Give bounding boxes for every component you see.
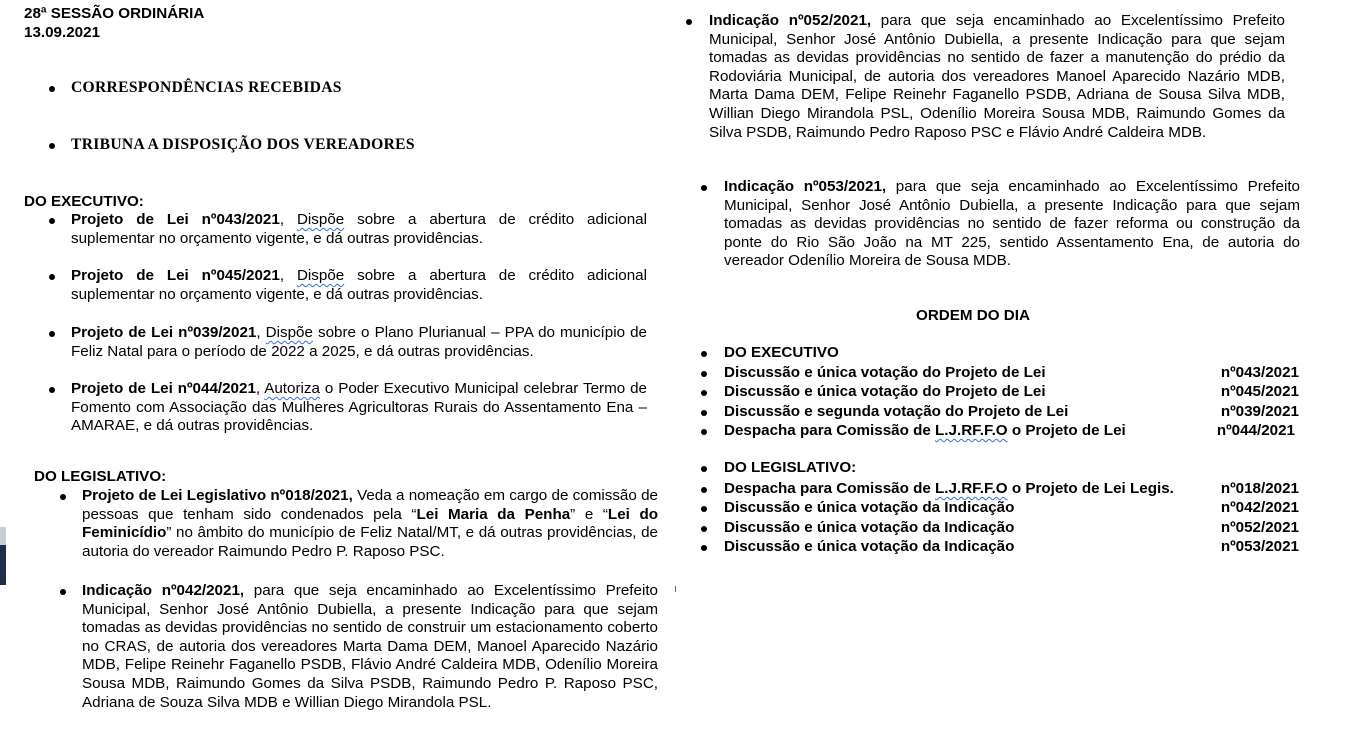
bullet-icon (701, 351, 707, 357)
bullet-icon (701, 410, 707, 416)
executivo-item-045: Projeto de Lei nº045/2021, Dispõe sobre a abertura de crédito adicional suplementar no orçamento vigente, e dá outras providências. (71, 267, 647, 303)
ordem-row-039: Discussão e segunda votação do Projeto de Lei nº039/2021 (724, 403, 1299, 420)
bullet-icon (49, 143, 55, 149)
ordem-row-018: Despacha para Comissão de L.J.RF.F.O o Projeto de Lei Legis. nº018/2021 (724, 480, 1299, 497)
executivo-item-039: Projeto de Lei nº039/2021, Dispõe sobre o Plano Plurianual – PPA do município de Feliz Natal para o período de 2022 a 2025, e dá outras providências. (71, 324, 647, 360)
bullet-icon (49, 274, 55, 280)
bullet-icon (49, 86, 55, 92)
left-edge-strip-light (0, 527, 6, 545)
bullet-icon (701, 526, 707, 532)
bullet-icon (701, 390, 707, 396)
ordem-row-043: Discussão e única votação do Projeto de Lei nº043/2021 (724, 364, 1299, 381)
bullet-icon (701, 371, 707, 377)
column-divider-mark (675, 586, 676, 592)
ordem-section-executivo: DO EXECUTIVO (724, 344, 839, 361)
ordem-row-044: Despacha para Comissão de L.J.RF.F.O o Projeto de Lei nº044/2021 (724, 422, 1295, 439)
bullet-icon (686, 19, 692, 25)
item-tribuna: TRIBUNA A DISPOSIÇÃO DOS VEREADORES (71, 136, 415, 153)
section-do-executivo: DO EXECUTIVO: (24, 193, 144, 210)
bullet-icon (701, 466, 707, 472)
session-title: 28ª SESSÃO ORDINÁRIA (24, 5, 205, 22)
bullet-icon (701, 545, 707, 551)
executivo-item-044: Projeto de Lei nº044/2021, Autoriza o Poder Executivo Municipal celebrar Termo de Fomento com Associação das Mulheres Agricultoras Rurais do Assentamento Ena – AMARAE, e dá outras providências. (71, 380, 647, 435)
ordem-row-053: Discussão e única votação da Indicação nº053/2021 (724, 538, 1299, 555)
bullet-icon (701, 185, 707, 191)
bullet-icon (701, 429, 707, 435)
session-date: 13.09.2021 (24, 24, 101, 41)
ordem-row-042: Discussão e única votação da Indicação nº042/2021 (724, 499, 1299, 516)
bullet-icon (701, 487, 707, 493)
bullet-icon (60, 589, 66, 595)
legislativo-item-018: Projeto de Lei Legislativo nº018/2021, Veda a nomeação em cargo de comissão de pessoas que tenham sido condenados pela “Lei Maria da Penha” e “Lei do Feminicídio” no âmbito do município de Feliz Natal/MT, e dá outras providências, de autoria do vereador Raimundo Pedro P. Raposo PSC. (82, 487, 659, 560)
section-do-legislativo: DO LEGISLATIVO: (34, 468, 167, 485)
bullet-icon (49, 331, 55, 337)
ordem-section-legislativo: DO LEGISLATIVO: (724, 459, 857, 476)
ordem-row-045: Discussão e única votação do Projeto de Lei nº045/2021 (724, 383, 1299, 400)
indicacao-item-053: Indicação nº053/2021, para que seja encaminhado ao Excelentíssimo Prefeito Municipal, Senhor José Antônio Dubiella, a presente Indicação para que sejam tomadas as devidas providências no sentido de fazer reforma ou construção da ponte do Rio São João na MT 225, sentido Assentamento Ena, de autoria do vereador Odenílio Moreira de Sousa MDB. (724, 178, 1300, 270)
bullet-icon (49, 387, 55, 393)
ordem-do-dia-title: ORDEM DO DIA (916, 307, 1030, 324)
legislativo-item-042: Indicação nº042/2021, para que seja encaminhado ao Excelentíssimo Prefeito Municipal, Senhor José Antônio Dubiella, a presente Indicação para que sejam tomadas as devidas providências no sentido de construir um estacionamento coberto no CRAS, de autoria dos vereadores Marta Dama DEM, Manoel Aparecido Nazário MDB, Felipe Reinehr Faganello PSDB, Flávio André Caldeira MDB, Odenílio Moreira Sousa MDB, Raimundo Gomes da Silva PSDB, Raimundo Pedro P. Raposo PSC, Adriana de Souza Silva MDB e Willian Diego Mirandola PSL. (82, 582, 658, 711)
bullet-icon (701, 506, 707, 512)
bullet-icon (49, 218, 55, 224)
indicacao-item-052: Indicação nº052/2021, para que seja encaminhado ao Excelentíssimo Prefeito Municipal, Senhor José Antônio Dubiella, a presente Indicação para que sejam tomadas as devidas providências no sentido de fazer a manutenção do prédio da Rodoviária Municipal, de autoria dos vereadores Manoel Aparecido Nazário MDB, Marta Dama DEM, Felipe Reinehr Faganello PSDB, Adriana de Sousa Silva MDB, Willian Diego Mirandola PSL, Odenílio Moreira Sousa MDB, Raimundo Gomes da Silva PSDB, Raimundo Pedro Raposo PSC e Flávio André Caldeira MDB. (709, 12, 1285, 141)
bullet-icon (60, 494, 66, 500)
item-correspondencias: CORRESPONDÊNCIAS RECEBIDAS (71, 79, 342, 96)
ordem-row-052: Discussão e única votação da Indicação nº052/2021 (724, 519, 1299, 536)
executivo-item-043: Projeto de Lei nº043/2021, Dispõe sobre a abertura de crédito adicional suplementar no orçamento vigente, e dá outras providências. (71, 211, 647, 247)
